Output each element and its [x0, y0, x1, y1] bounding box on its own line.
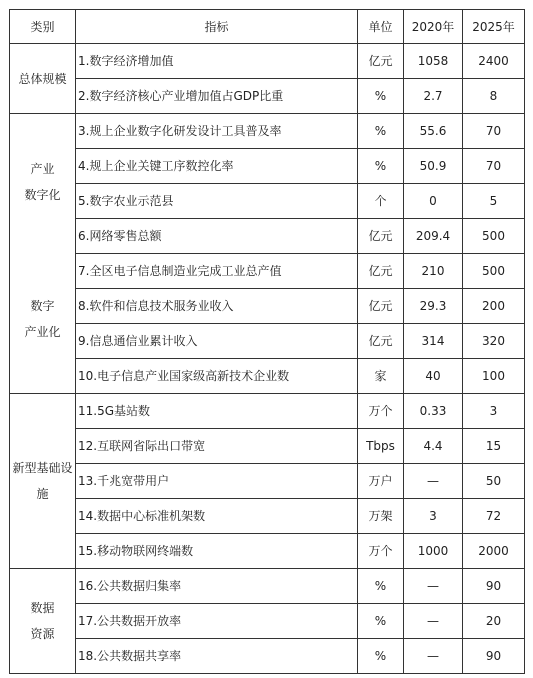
table-row [10, 534, 525, 569]
indicator-cell: 3.规上企业数字化研发设计工具普及率 [76, 114, 358, 149]
indicator-cell: 1.数字经济增加值 [76, 44, 358, 79]
value-2025-cell: 90 [463, 639, 525, 674]
value-2025-cell: 8 [463, 79, 525, 114]
category-label: 产业 [30, 162, 55, 176]
indicator-cell: 2.数字经济核心产业增加值占GDP比重 [76, 79, 358, 114]
value-2025-cell: 100 [463, 359, 525, 394]
indicator-cell: 7.全区电子信息制造业完成工业总产值 [76, 254, 358, 289]
indicator-cell: 6.网络零售总额 [76, 219, 358, 254]
table-row [10, 569, 525, 604]
table-row [10, 394, 525, 429]
unit-cell: 个 [358, 184, 404, 219]
indicator-cell: 13.千兆宽带用户 [76, 464, 358, 499]
category-label: 产业化 [24, 325, 61, 339]
table-row [10, 359, 525, 394]
category-industry-digitalization [10, 156, 75, 208]
value-2025-cell: 50 [463, 464, 525, 499]
unit-cell: 亿元 [358, 324, 404, 359]
value-2025-cell: 200 [463, 289, 525, 324]
unit-cell: % [358, 149, 404, 184]
value-2020-cell: 40 [404, 359, 463, 394]
value-2020-cell: 3 [404, 499, 463, 534]
category-new-infrastructure [10, 394, 76, 569]
indicator-cell: 5.数字农业示范县 [76, 184, 358, 219]
value-2020-cell: — [404, 639, 463, 674]
value-2020-cell: 314 [404, 324, 463, 359]
value-2025-cell: 72 [463, 499, 525, 534]
value-2025-cell: 2000 [463, 534, 525, 569]
unit-cell: 亿元 [358, 219, 404, 254]
indicator-cell: 15.移动物联网终端数 [76, 534, 358, 569]
value-2020-cell: 209.4 [404, 219, 463, 254]
table-row [10, 429, 525, 464]
category-label: 数据 [30, 601, 55, 615]
header-row [10, 10, 525, 44]
indicator-cell: 17.公共数据开放率 [76, 604, 358, 639]
value-2025-cell: 20 [463, 604, 525, 639]
indicator-table [9, 9, 525, 674]
value-2020-cell: 0.33 [404, 394, 463, 429]
value-2025-cell: 500 [463, 219, 525, 254]
unit-cell: Tbps [358, 429, 404, 464]
unit-cell: % [358, 569, 404, 604]
category-label: 施 [36, 487, 49, 501]
value-2020-cell: 2.7 [404, 79, 463, 114]
table-row [10, 149, 525, 184]
header-2025: 2025年 [463, 10, 525, 44]
indicator-cell: 16.公共数据归集率 [76, 569, 358, 604]
value-2025-cell: 5 [463, 184, 525, 219]
category-overall-scale [10, 44, 76, 114]
value-2020-cell: 4.4 [404, 429, 463, 464]
table-row [10, 254, 525, 289]
value-2025-cell: 70 [463, 114, 525, 149]
header-unit: 单位 [358, 10, 404, 44]
table-row [10, 499, 525, 534]
header-2020: 2020年 [404, 10, 463, 44]
unit-cell: 万户 [358, 464, 404, 499]
unit-cell: 亿元 [358, 254, 404, 289]
category-label: 新型基础设 [12, 461, 73, 475]
value-2025-cell: 2400 [463, 44, 525, 79]
value-2020-cell: 50.9 [404, 149, 463, 184]
indicator-cell: 8.软件和信息技术服务业收入 [76, 289, 358, 324]
table-row [10, 639, 525, 674]
unit-cell: 万架 [358, 499, 404, 534]
value-2020-cell: 55.6 [404, 114, 463, 149]
indicator-cell: 11.5G基站数 [76, 394, 358, 429]
unit-cell: % [358, 79, 404, 114]
category-label: 数字化 [24, 188, 61, 202]
indicator-cell: 10.电子信息产业国家级高新技术企业数 [76, 359, 358, 394]
value-2020-cell: 1000 [404, 534, 463, 569]
table-row [10, 604, 525, 639]
header-category: 类别 [10, 10, 76, 44]
value-2020-cell: 1058 [404, 44, 463, 79]
unit-cell: % [358, 604, 404, 639]
category-label: 总体规模 [18, 71, 67, 86]
unit-cell: % [358, 639, 404, 674]
value-2025-cell: 500 [463, 254, 525, 289]
indicator-cell: 9.信息通信业累计收入 [76, 324, 358, 359]
value-2020-cell: 0 [404, 184, 463, 219]
value-2020-cell: 29.3 [404, 289, 463, 324]
indicator-cell: 14.数据中心标准机架数 [76, 499, 358, 534]
value-2025-cell: 320 [463, 324, 525, 359]
table-row [10, 184, 525, 219]
category-digital-industry [10, 114, 76, 394]
unit-cell: 万个 [358, 394, 404, 429]
value-2020-cell: — [404, 569, 463, 604]
table-row [10, 79, 525, 114]
header-indicator: 指标 [76, 10, 358, 44]
table-row [10, 44, 525, 79]
table-row [10, 464, 525, 499]
value-2025-cell: 3 [463, 394, 525, 429]
unit-cell: % [358, 114, 404, 149]
unit-cell: 万个 [358, 534, 404, 569]
category-data-resources [10, 569, 76, 674]
indicator-cell: 12.互联网省际出口带宽 [76, 429, 358, 464]
indicator-cell: 18.公共数据共享率 [76, 639, 358, 674]
category-label: 资源 [30, 627, 55, 641]
value-2025-cell: 70 [463, 149, 525, 184]
table-row [10, 289, 525, 324]
indicator-cell: 4.规上企业关键工序数控化率 [76, 149, 358, 184]
table-row [10, 114, 525, 149]
value-2020-cell: 210 [404, 254, 463, 289]
table-row [10, 324, 525, 359]
value-2025-cell: 90 [463, 569, 525, 604]
unit-cell: 亿元 [358, 289, 404, 324]
value-2025-cell: 15 [463, 429, 525, 464]
category-digital-industrialization [10, 293, 75, 345]
unit-cell: 家 [358, 359, 404, 394]
value-2020-cell: — [404, 604, 463, 639]
category-label: 数字 [30, 299, 55, 313]
unit-cell: 亿元 [358, 44, 404, 79]
table-row [10, 219, 525, 254]
value-2020-cell: — [404, 464, 463, 499]
